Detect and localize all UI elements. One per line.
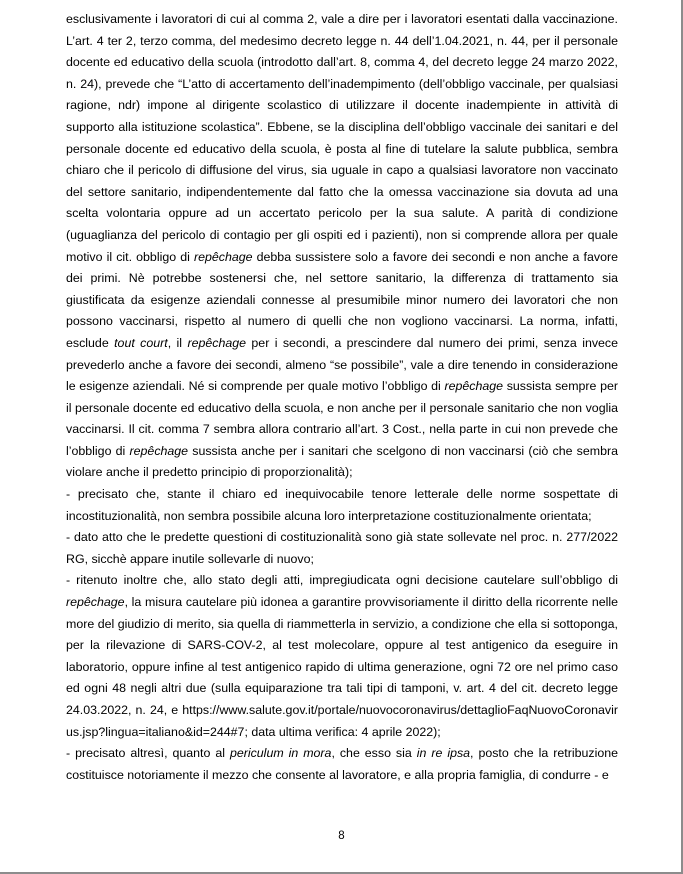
text-segment: - dato atto che le predette questioni di costituzionalità sono già state sollevate nel proc. n. 277/2022 RG, sicchè appare inutile sollevarle di nuovo; (66, 530, 618, 566)
text-segment: sussista anche per i sanitari che scelgono di non vaccinarsi (ciò che sembra violare anche il predetto principio di proporzionalità); (66, 443, 618, 480)
italic-term: repêchage (193, 249, 253, 264)
faq-url-text: https://www.salute.gov.it/portale/nuovocoronavirus/dettaglioFaqNuovoCoronavirus.jsp?lingua=italiano&id=244#7 (66, 703, 618, 739)
text-segment: per i secondi, a prescindere dal numero dei primi, senza invece prevederlo anche a favore dei secondi, almeno “se possibile”, vale a dire tenendo in considerazione le esigenze aziendali. Né si comprende per quale motivo l’obbligo di (66, 335, 619, 394)
paragraph-interpretation (66, 484, 618, 527)
text-segment: esclusivamente i lavoratori di cui al comma 2, vale a dire per i lavoratori esentati dalla vaccinazione. L’art. 4 ter 2, terzo comma, del medesimo decreto legge n. 44 dell’1.04.2021, n. 44, per il personale docente ed educativo della scuola (introdotto dall’art. 8, comma 4, del decreto legge 24 marzo 2022, n. 24), prevede che “L’atto di accertamento dell’inadempimento (dell’obbligo vaccinale, per qualsiasi ragione, ndr) impone al dirigente scolastico di utilizzare il docente inadempiente in attività di supporto alla istituzione scolastica”. Ebbene, se la disciplina dell’obbligo vaccinale dei sanitari e del personale docente ed educativo della scuola, è posta al fine di tutelare la salute pubblica, sembra chiaro che il pericolo di diffusione del virus, sia uguale in capo a qualsiasi lavoratore non vaccinato del settore sanitario, indipendentemente dal fatto che la omessa vaccinazione sia dovuta ad una scelta volontaria oppure ad un accertato pericolo per la sua salute. A parità di condizione (uguaglianza del pericolo di contagio per gli ospiti ed i pazienti), non si comprende allora per quale motivo il cit. obbligo di (66, 12, 618, 264)
document-body (66, 9, 618, 786)
text-segment: ; data ultima verifica: 4 aprile 2022); (244, 724, 441, 739)
text-segment: debba sussistere solo a favore dei secondi e non anche a favore dei primi. Nè potrebbe sostenersi che, nel settore sanitario, la differenza di trattamento sia giustificata da esigenze aziendali connesse al presumibile minor numero dei lavoratori che non possono vaccinarsi, rispetto al numero di quelli che non vogliono vaccinarsi. La norma, infatti, esclude (66, 249, 618, 350)
italic-term: repêchage (187, 335, 247, 350)
italic-term: tout court (114, 335, 168, 350)
paragraph-main (66, 9, 618, 484)
text-segment: , posto che la retribuzione costituisce notoriamente il mezzo che consente al lavoratore, e alla propria famiglia, di condurre - e (66, 746, 619, 782)
italic-term: repêchage (66, 595, 125, 610)
italic-term: periculum in mora (229, 746, 332, 761)
text-segment: sussista sempre per il personale docente ed educativo della scuola, e non anche per il personale sanitario che non voglia vaccinarsi. Il cit. comma 7 sembra allora contrario all’art. 3 Cost., nella parte in cui non prevede che l’obbligo di (66, 379, 618, 458)
text-segment: , che esso sia (331, 746, 417, 761)
text-segment: - ritenuto inoltre che, allo stato degli atti, impregiudicata ogni decisione cautelare sull’obbligo di (66, 573, 618, 588)
italic-term: in re ipsa (416, 746, 471, 761)
text-segment: - precisato altresì, quanto al (66, 746, 230, 761)
text-segment: , la misura cautelare più idonea a garantire provvisoriamente il diritto della ricorrente nelle more del giudizio di merito, sia quella di riammetterla in servizio, a condizione che ella si sottoponga, per la rilevazione di SARS-COV-2, al test molecolare, oppure al test antigenico da eseguire in laboratorio, oppure infine al test antigenico rapido di ultima generazione, ogni 72 ore nel primo caso ed ogni 48 negli altri due (sulla equiparazione tra tali tipi di tamponi, v. art. 4 del cit. decreto legge 24.03.2022, n. 24, e (66, 595, 618, 717)
italic-term: repêchage (444, 379, 504, 394)
paragraph-periculum (66, 743, 618, 786)
text-segment: - precisato che, stante il chiaro ed inequivocabile tenore letterale delle norme sospettate di incostituzionalità, non sembra possibile alcuna loro interpretazione costituzionalmente orientata; (66, 487, 618, 523)
page-number: 8 (338, 830, 345, 842)
text-segment: , il (167, 335, 188, 350)
paragraph-prior-proceedings (66, 527, 618, 570)
paragraph-cautionary-measure (66, 570, 618, 743)
italic-term: repêchage (129, 443, 189, 458)
